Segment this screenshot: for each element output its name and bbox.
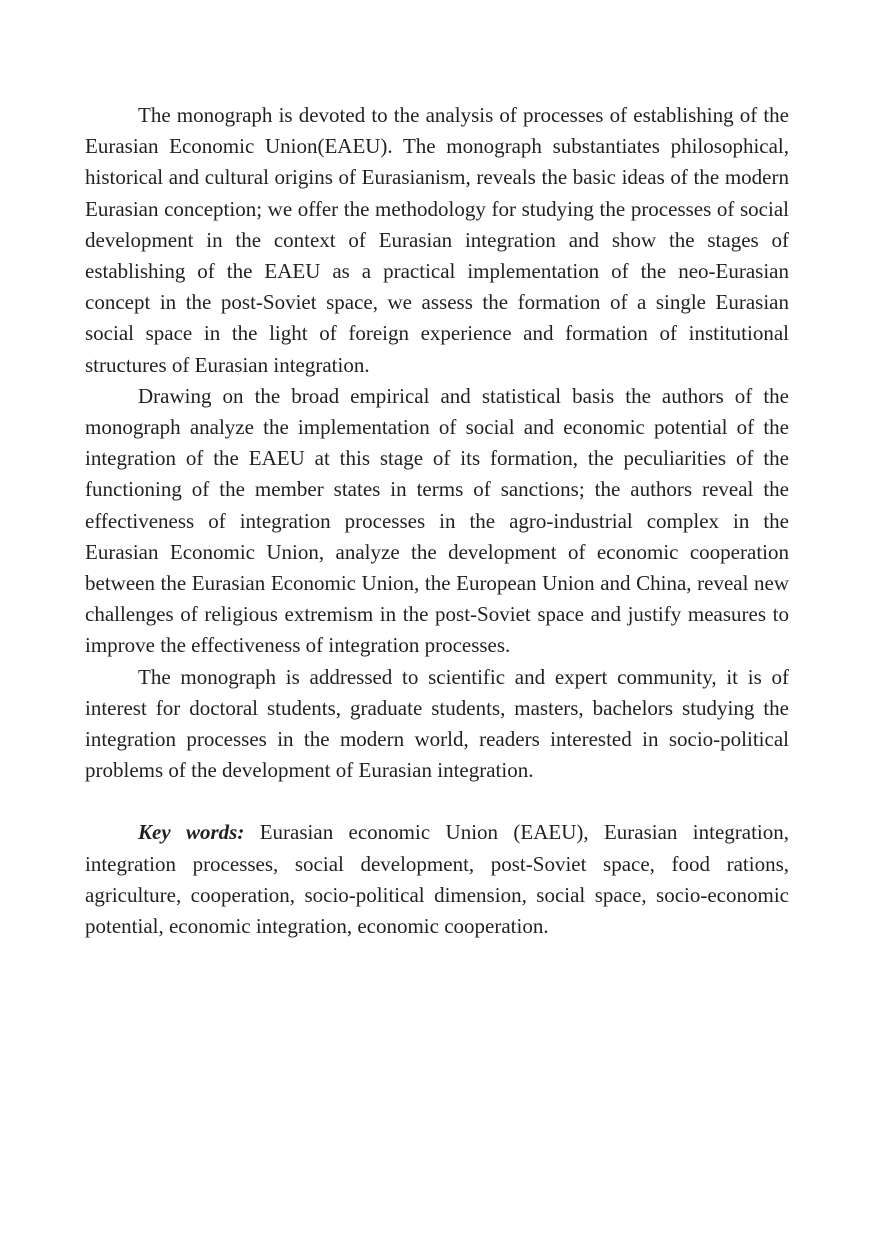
abstract-paragraph-2: Drawing on the broad empirical and statistical basis the authors of the monograph analyze the implementation of social and economic potential of the integration of the EAEU at this stage of its formation, the peculiarities of the functioning of the member states in terms of sanctions; the authors reveal the effectiveness of integration processes in the agro-industrial complex in the Eurasian Economic Union, analyze the development of economic cooperation between the Eurasian Economic Union, the European Union and China, reveal new challenges of religious extremism in the post-Soviet space and justify measures to improve the effectiveness of integration processes. [85, 383, 789, 658]
abstract-paragraph-1: The monograph is devoted to the analysis of processes of establishing of the Eurasian Economic Union(EAEU). The monograph substantiates philosophical, historical and cultural origins of Eurasianism, reveals the basic ideas of the modern Eurasian conception; we offer the methodology for studying the processes of social development in the context of Eurasian integration and show the stages of establishing of the EAEU as a practical implementation of the neo-Eurasian concept in the post-Soviet space, we assess the formation of a single Eurasian social space in the light of foreign experience and formation of institutional structures of Eurasian integration. [85, 103, 789, 377]
keywords-paragraph [85, 817, 789, 942]
abstract-paragraph-3: The monograph is addressed to scientific and expert community, it is of interest for doctoral students, graduate students, masters, bachelors studying the integration processes in the modern world, readers interested in socio-political problems of the development of Eurasian integration. [85, 664, 789, 783]
keywords-list: Eurasian economic Union (EAEU), Eurasian integration, integration processes, social development, post-Soviet space, food rations, agriculture, cooperation, socio-political dimension, social space, socio-economic potential, economic integration, economic cooperation. [85, 820, 790, 939]
paragraph-spacer [85, 786, 789, 817]
keywords-label: Key words: [138, 820, 245, 845]
abstract-text [85, 100, 789, 942]
